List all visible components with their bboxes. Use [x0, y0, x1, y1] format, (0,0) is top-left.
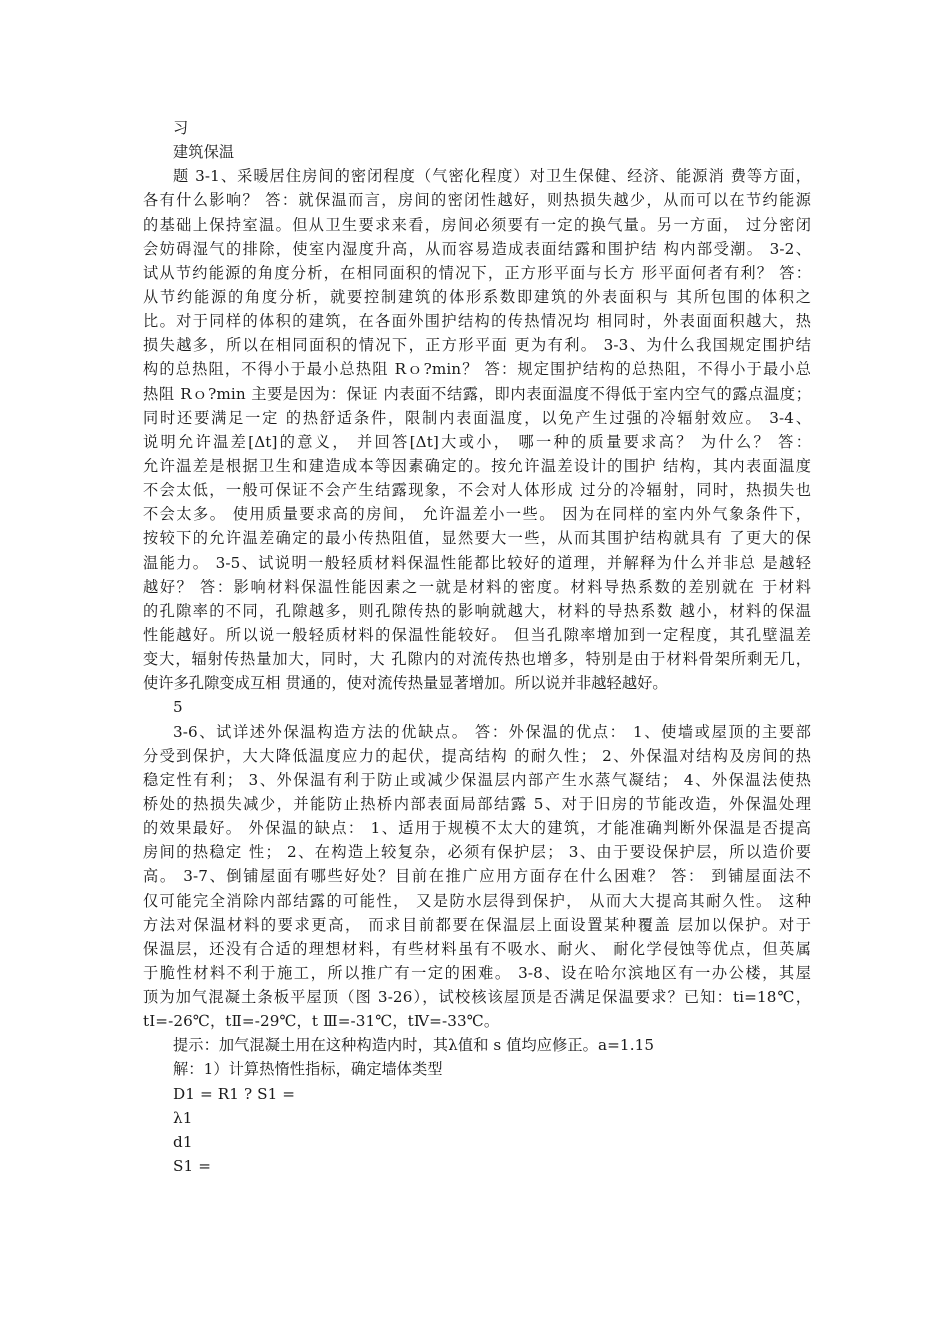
text-line: 同时还要满足一定 的热舒适条件，限制内表面温度，以免产生过强的冷辐射效应。 3-4、 — [143, 408, 811, 427]
text-line: 保温层，还没有合适的理想材料，有些材料虽有不吸水、耐火、 耐化学侵蚀等优点，但英属 — [143, 939, 811, 958]
text-line: 仅可能完全消除内部结露的可能性， 又是防水层得到保护， 从而大大提高其耐久性。 这种 — [143, 891, 811, 910]
text-line: 各有什么影响？ 答：就保温而言，房间的密闭性越好，则热损失越少，从而可以在节约能源 — [143, 191, 811, 210]
text-line: 不会太低，一般可保证不会产生结露现象，不会对人体形成 过分的冷辐射，同时，热损失也 — [143, 481, 811, 500]
text-line: 桥处的热损失减少，并能防止热桥内部表面局部结露 5、对于旧房的节能改造，外保温处理 — [143, 794, 811, 813]
text-line: 不会太多。 使用质量要求高的房间， 允许温差小一些。 因为在同样的室内外气象条件下， — [143, 505, 811, 524]
text-line: 热阻 Rｏ?min 主要是因为：保证 内表面不结露，即内表面温度不得低于室内空气的露点温度； — [143, 384, 811, 403]
heading-top: 习 — [173, 119, 189, 137]
text-line: 损失越多，所以在相同面积的情况下，正方形平面 更为有利。 3-3、为什么我国规定围护结 — [143, 336, 811, 355]
page-number: 5 — [173, 698, 183, 717]
text-line: 从节约能源的角度分析，就要控制建筑的体形系数即建筑的外表面积与 其所包围的体积之 — [143, 287, 811, 306]
text-line: 允许温差是根据卫生和建造成本等因素确定的。按允许温差设计的围护 结构，其内表面温度 — [143, 456, 811, 475]
text-line: 的效果最好。 外保温的缺点： 1、适用于规模不太大的建筑，才能准确判断外保温是否提高 — [143, 819, 811, 838]
text-line: 试从节约能源的角度分析，在相同面积的情况下，正方形平面与长方 形平面何者有利？ 答： — [143, 263, 811, 282]
paragraph-block-1 — [143, 164, 811, 695]
text-line: 分受到保护，大大降低温度应力的起伏，提高结构 的耐久性； 2、外保温对结构及房间的热 — [143, 746, 811, 765]
text-line: 会妨碍湿气的排除，使室内湿度升高，从而容易造成表面结露和围护结 构内部受潮。 3-2、 — [143, 239, 811, 258]
formula-line: S1 = — [173, 1157, 212, 1176]
text-line: 顶为加气混凝土条板平屋顶（图 3-26），试校核该屋顶是否满足保温要求？已知：ti=18℃， — [143, 988, 811, 1007]
text-line: 越好？ 答：影响材料保温性能因素之一就是材料的密度。材料导热系数的差别就在 于材料 — [143, 577, 811, 596]
text-line: 房间的热稳定 性； 2、在构造上较复杂，必须有保护层； 3、由于要设保护层，所以造价要 — [143, 843, 811, 862]
hint-line: 提示：加气混凝土用在这种构造内时，其λ值和 s 值均应修正。a=1.15 — [173, 1036, 655, 1055]
text-line: 于脆性材料不利于施工，所以推广有一定的困难。 3-8、设在哈尔滨地区有一办公楼，其屋 — [143, 963, 811, 982]
text-line: 方法对保温材料的要求更高， 而求目前都要在保温层上面设置某种覆盖 层加以保护。对于 — [143, 915, 811, 934]
text-line: 的基础上保持室温。但从卫生要求来看，房间必须要有一定的换气量。另一方面， 过分密闭 — [143, 215, 811, 234]
text-line: 按较下的允许温差确定的最小传热阻值，显然要大一些，从而其围护结构就具有 了更大的保 — [143, 529, 811, 548]
section-heading: 建筑保温 — [173, 143, 235, 162]
text-line: 的孔隙率的不同，孔隙越多，则孔隙传热的影响就越大，材料的导热系数 越小，材料的保温 — [143, 601, 811, 620]
text-line: 3-6、试详述外保温构造方法的优缺点。 答：外保温的优点： 1、使墙或屋顶的主要部 — [173, 722, 811, 741]
formula-line: λ1 — [173, 1108, 193, 1127]
text-line: 比。对于同样的体积的建筑，在各面外围护结构的传热情况均 相同时，外表面面积越大，热 — [143, 312, 811, 331]
text-line: 稳定性有利； 3、外保温有利于防止或减少保温层内部产生水蒸气凝结； 4、外保温法使热 — [143, 770, 811, 789]
solution-line: 解：1）计算热惰性指标，确定墙体类型 — [173, 1060, 443, 1079]
document-page — [143, 116, 811, 1178]
text-line: 变大，辐射传热量加大，同时，大 孔隙内的对流传热也增多，特别是由于材料骨架所剩无几， — [143, 650, 811, 669]
text-line: 使许多孔隙变成互相 贯通的，使对流传热量显著增加。所以说并非越轻越好。 — [143, 674, 668, 693]
text-line: 性能越好。所以说一般轻质材料的保温性能较好。 但当孔隙率增加到一定程度，其孔壁温差 — [143, 625, 811, 644]
formula-line: d1 — [173, 1132, 193, 1151]
formula-line: D1 = R1 ? S1 = — [173, 1084, 296, 1103]
text-line: tⅠ=-26℃，tⅡ=-29℃，t Ⅲ=-31℃，tⅣ=-33℃。 — [143, 1012, 500, 1031]
text-line: 题 3-1、采暖居住房间的密闭程度（气密化程度）对卫生保健、经济、能源消 费等方面， — [173, 167, 811, 186]
text-line: 说明允许温差[Δt]的意义， 并回答[Δt]大或小， 哪一种的质量要求高？ 为什么？ 答： — [143, 432, 811, 451]
text-line: 温能力。 3-5、试说明一般轻质材料保温性能都比较好的道理，并解释为什么并非总 是越轻 — [143, 553, 811, 572]
paragraph-block-2 — [143, 720, 811, 1034]
text-line: 构的总热阻，不得小于最小总热阻 Rｏ?min？ 答：规定围护结构的总热阻，不得小于最小总 — [143, 360, 811, 379]
text-line: 高。 3-7、倒铺屋面有哪些好处？目前在推广应用方面存在什么困难？ 答： 到铺屋面法不 — [143, 867, 811, 886]
